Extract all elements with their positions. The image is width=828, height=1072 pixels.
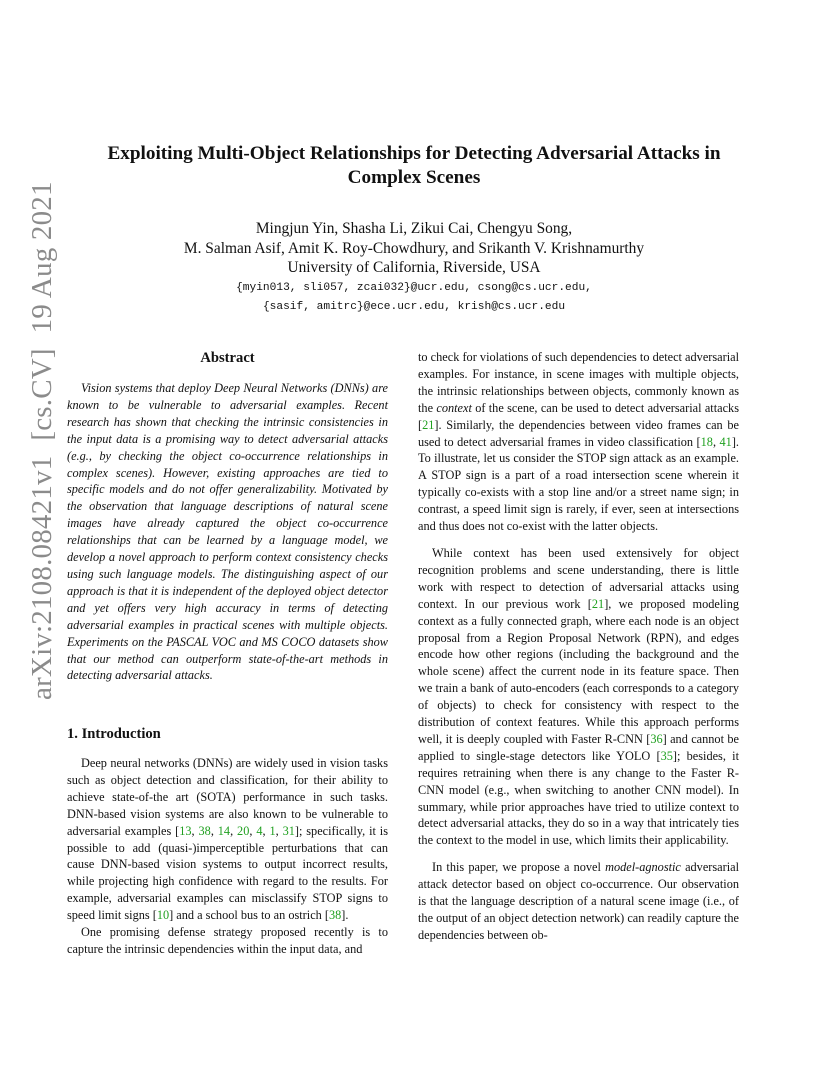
- paper-title: [60, 142, 768, 190]
- affiliation: University of California, Riverside, USA: [287, 259, 541, 276]
- title-line: Exploiting Multi-Object Relationships for Detecting Adversarial Attacks in: [107, 143, 721, 164]
- right-paragraph-1: to check for violations of such dependencies to detect adversarial examples. For instance, in scene images with multiple objects, the intrinsic relationships between objects, commonly known as the context of the scene, can be used to detect adversarial attacks [21]. Similarly, the dependencies between video frames can be used to detect adversarial frames in video classification [18, 41]. To illustrate, let us consider the STOP sign attack as an example. A STOP sign is a part of a road intersection scene wherein it typically co-exists with a stop line and/or a street name sign; in contrast, a speed limit sign is rarely, if ever, seen at intersections and thus does not co-exist with the latter objects.: [418, 350, 739, 534]
- citation-link[interactable]: 10: [156, 908, 170, 923]
- abstract-text: [67, 380, 388, 684]
- citation-link[interactable]: 21: [591, 596, 605, 611]
- emphasis: context: [436, 400, 472, 415]
- citation-link[interactable]: 41: [719, 434, 732, 449]
- text-run: ], we proposed modeling context as a fully connected graph, where each node is an object proposal from a Region Proposal Network (RPN), and edges encode how other regions (including the background and the whole scene) affect the current node in its feature space. Then we train a bank of auto-encoders (each corresponds to a category of objects) to check for consistency with respect to the distribution of context features. While this approach performs well, it is deeply coupled with Faster R-CNN [: [418, 596, 739, 746]
- citation-link[interactable]: 35: [660, 748, 673, 763]
- abstract-heading: Abstract: [200, 350, 255, 366]
- right-paragraph-3: [418, 859, 739, 944]
- intro-paragraph-2: One promising defense strategy proposed recently is to capture the intrinsic dependencies within the input data, and: [67, 925, 388, 956]
- citation-link[interactable]: 38: [198, 823, 211, 838]
- text-run: In this paper, we propose a novel: [432, 860, 606, 875]
- right-paragraph-2: [418, 545, 739, 849]
- intro-paragraph-1: Deep neural networks (DNNs) are widely used in vision tasks such as object detection and classification, for their ability to achieve state-of-the art (SOTA) performance in such tasks. DNN-based vision systems are also known to be vulnerable to adversarial examples [13, 38, 14, 20, 4, 1, 31]; specifically, it is possible to add (quasi-)imperceptible perturbations that can cause DNN-based vision systems to output incorrect results, while projecting high confidence with regard to the results. For example, adversarial examples can misclassify STOP signs to speed limit signs [10] and a school bus to an ostrich [38].: [67, 756, 389, 923]
- text-run: ]; besides, it requires retraining when there is any change to the Faster R-CNN model (e.g., when switching to another CNN model). In summary, while prior approaches have tried to utilize context to detect adversarial attacks, they do so in a way that intricately ties the context to the model in use, which limits their applicability.: [418, 748, 739, 848]
- arxiv-identifier: arXiv:2108.08421v1 [cs.CV] 19 Aug 2021: [26, 181, 58, 700]
- text-run: While context has been used extensively for object recognition problems and scene understanding, there is little work with respect to detection of adversarial attacks using context. In our previous work [: [418, 545, 739, 611]
- introduction-left-column: [67, 755, 388, 958]
- emphasis: model-agnostic: [605, 860, 681, 875]
- citation-link[interactable]: 4: [256, 823, 263, 838]
- abstract-paragraph: Vision systems that deploy Deep Neural Networks (DNNs) are known to be vulnerable to adversarial examples. Recent research has shown that checking the intrinsic consistencies in the input data is a promising way to detect adversarial attacks (e.g., by checking the object co-occurrence relationships in complex scenes). However, existing approaches are tied to specific models and do not offer generalizability. Motivated by the observation that language descriptions of natural scene images have already captured the object co-occurrence relationships that can be learned by a language model, we develop a novel approach to perform context consistency checks using such language models. The distinguishing aspect of our approach is that it is independent of the deployed object detector and yet offers very high accuracy in terms of detecting adversarial examples in practical scenes with multiple objects. Experiments on the PASCAL VOC and MS COCO datasets show that our method can outperform state-of-the-art methods in detecting adversarial attacks.: [67, 381, 388, 683]
- citation-link[interactable]: 13: [179, 823, 192, 838]
- text-run: ].: [341, 908, 349, 923]
- authors-line: M. Salman Asif, Amit K. Roy-Chowdhury, and Srikanth V. Krishnamurthy: [183, 239, 645, 257]
- text-run: ]. To illustrate, let us consider the STOP sign attack as an example. A STOP sign is a part of a road intersection scene wherein it typically co-exists with a stop line and/or a street name sign; in contrast, a speed limit sign is rarely, if ever, seen at intersections and thus does not co-exist with the latter objects.: [418, 434, 739, 534]
- text-run: adversarial attack detector based on object co-occurrence. Our observation is that the language description of a natural scene image (i.e., of the output of an object detection network) can readily capture the dependencies between ob-: [418, 860, 740, 942]
- citation-link[interactable]: 14: [217, 823, 231, 838]
- citation-link[interactable]: 38: [328, 908, 342, 923]
- citation-link[interactable]: 1: [269, 823, 276, 838]
- text-run: of the scene, can be used to detect adversarial attacks [: [418, 400, 739, 432]
- citation-link[interactable]: 20: [237, 823, 250, 838]
- text-run: ]; specifically, it is possible to add (quasi-)imperceptible perturbations that can cause DNN-based vision systems to output incorrect results, while projecting high confidence with regard to the results. For example, adversarial examples can misclassify STOP signs to speed limit signs [: [67, 823, 389, 923]
- email-line: {myin013, sli057, zcai032}@ucr.edu, csong@cs.ucr.edu,: [236, 282, 592, 294]
- title-line: Complex Scenes: [347, 167, 481, 188]
- section-heading-introduction: 1. Introduction: [67, 726, 161, 742]
- text-run: ] and cannot be applied to single-stage detectors like YOLO [: [418, 731, 739, 763]
- text-run: ]. Similarly, the dependencies between video frames can be used to detect adversarial frames in video classification [: [418, 417, 739, 449]
- text-run: Deep neural networks (DNNs) are widely used in vision tasks such as object detection and classification, for their ability to achieve state-of-the art (SOTA) performance in such tasks. DNN-based vision systems are also known to be vulnerable to adversarial examples [: [67, 756, 388, 838]
- citation-link[interactable]: 18: [700, 434, 713, 449]
- email-block: [60, 279, 768, 317]
- right-column: [418, 349, 739, 944]
- email-line: {sasif, amitrc}@ece.ucr.edu, krish@cs.ucr.edu: [262, 301, 566, 313]
- citation-link[interactable]: 36: [650, 731, 663, 746]
- text-run: to check for violations of such dependencies to detect adversarial examples. For instance, in scene images with multiple objects, the intrinsic relationships between objects, commonly known as the: [418, 350, 739, 415]
- authors-line: Mingjun Yin, Shasha Li, Zikui Cai, Chengyu Song,: [255, 220, 573, 237]
- author-block: [60, 219, 768, 278]
- citation-link[interactable]: 31: [282, 823, 295, 838]
- citation-link[interactable]: 21: [422, 417, 435, 432]
- text-run: ] and a school bus to an ostrich [: [169, 908, 329, 923]
